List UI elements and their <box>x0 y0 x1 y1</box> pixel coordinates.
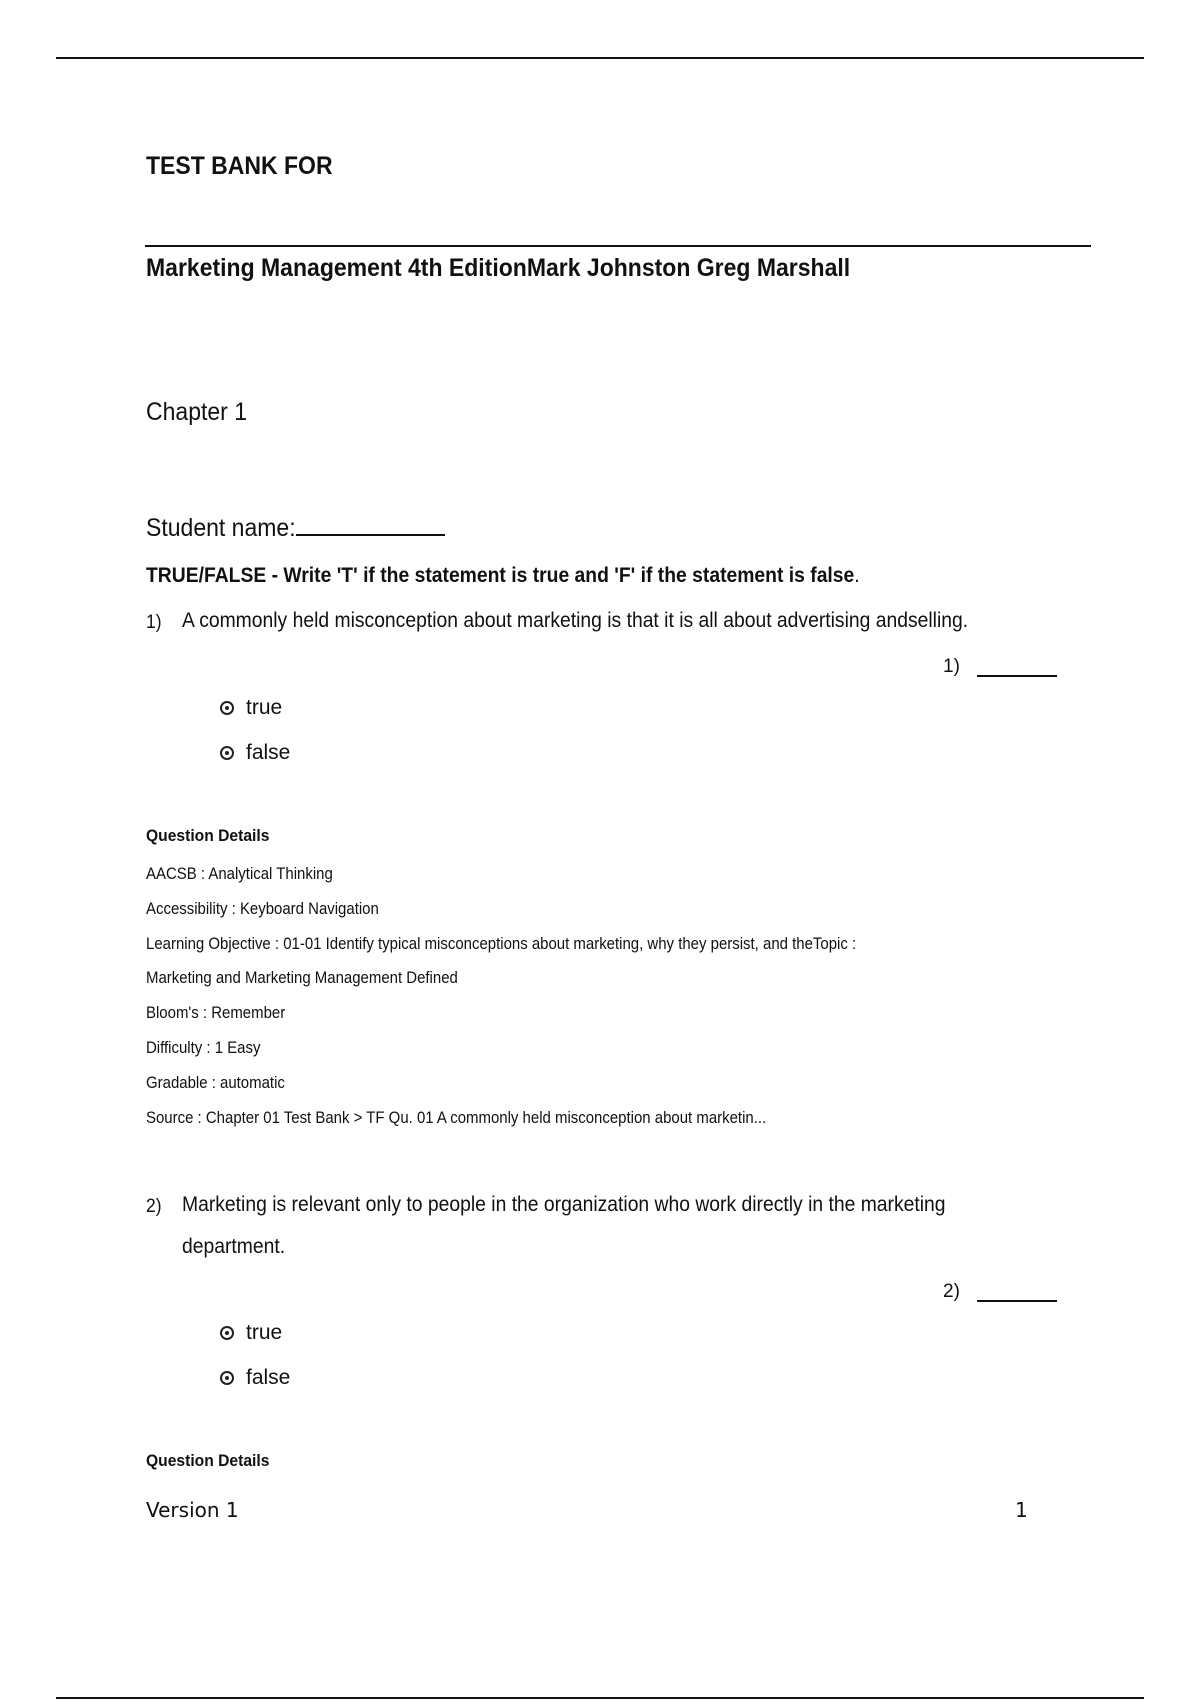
student-name-label: Student name: <box>146 514 296 542</box>
option-true[interactable] <box>220 1321 282 1345</box>
question-number: 1) <box>146 612 162 633</box>
question-details-heading: Question Details <box>146 826 270 845</box>
detail-source: Source : Chapter 01 Test Bank > TF Qu. 01 A commonly held misconception about marketin... <box>146 1108 767 1127</box>
question-text: A commonly held misconception about marketing is that it is all about advertising andselling. <box>182 609 969 632</box>
instructions-text: TRUE/FALSE - Write 'T' if the statement is true and 'F' if the statement is false <box>146 564 855 587</box>
student-name-row <box>146 510 445 543</box>
option-label: false <box>246 741 291 764</box>
option-label: true <box>246 1321 283 1344</box>
detail-learning-objective: Learning Objective : 01-01 Identify typical misconceptions about marketing, why they persist, and theTopic : <box>146 934 857 953</box>
detail-gradable: Gradable : automatic <box>146 1073 285 1092</box>
instructions <box>146 564 860 588</box>
question-text-line-2: department. <box>182 1235 286 1258</box>
option-false[interactable] <box>220 1366 290 1390</box>
detail-difficulty: Difficulty : 1 Easy <box>146 1038 261 1057</box>
option-label: true <box>246 696 283 719</box>
student-name-blank[interactable] <box>296 510 445 536</box>
book-title: Marketing Management 4th EditionMark Johnston Greg Marshall <box>146 254 851 282</box>
option-label: false <box>246 1366 291 1389</box>
detail-topic: Marketing and Marketing Management Defined <box>146 968 458 987</box>
question-text-line-1: Marketing is relevant only to people in the organization who work directly in the marketing <box>182 1193 946 1216</box>
detail-blooms: Bloom's : Remember <box>146 1003 286 1022</box>
question-details-heading: Question Details <box>146 1451 270 1470</box>
answer-label: 1) <box>943 656 960 677</box>
doc-label: TEST BANK FOR <box>146 152 333 180</box>
answer-blank[interactable] <box>977 1300 1057 1302</box>
footer-version: Version 1 <box>146 1498 239 1522</box>
top-rule <box>56 57 1144 59</box>
radio-icon[interactable] <box>220 746 234 760</box>
answer-blank[interactable] <box>977 675 1057 677</box>
question-number: 2) <box>146 1196 162 1217</box>
radio-icon[interactable] <box>220 1326 234 1340</box>
detail-aacsb: AACSB : Analytical Thinking <box>146 864 333 883</box>
chapter-heading: Chapter 1 <box>146 398 248 426</box>
detail-accessibility: Accessibility : Keyboard Navigation <box>146 899 379 918</box>
option-false[interactable] <box>220 741 290 765</box>
bottom-rule <box>56 1697 1144 1699</box>
radio-icon[interactable] <box>220 1371 234 1385</box>
answer-label: 2) <box>943 1281 960 1302</box>
option-true[interactable] <box>220 696 282 720</box>
radio-icon[interactable] <box>220 701 234 715</box>
page-number: 1 <box>1015 1498 1028 1522</box>
title-rule <box>145 245 1091 247</box>
instructions-period: . <box>854 564 860 587</box>
